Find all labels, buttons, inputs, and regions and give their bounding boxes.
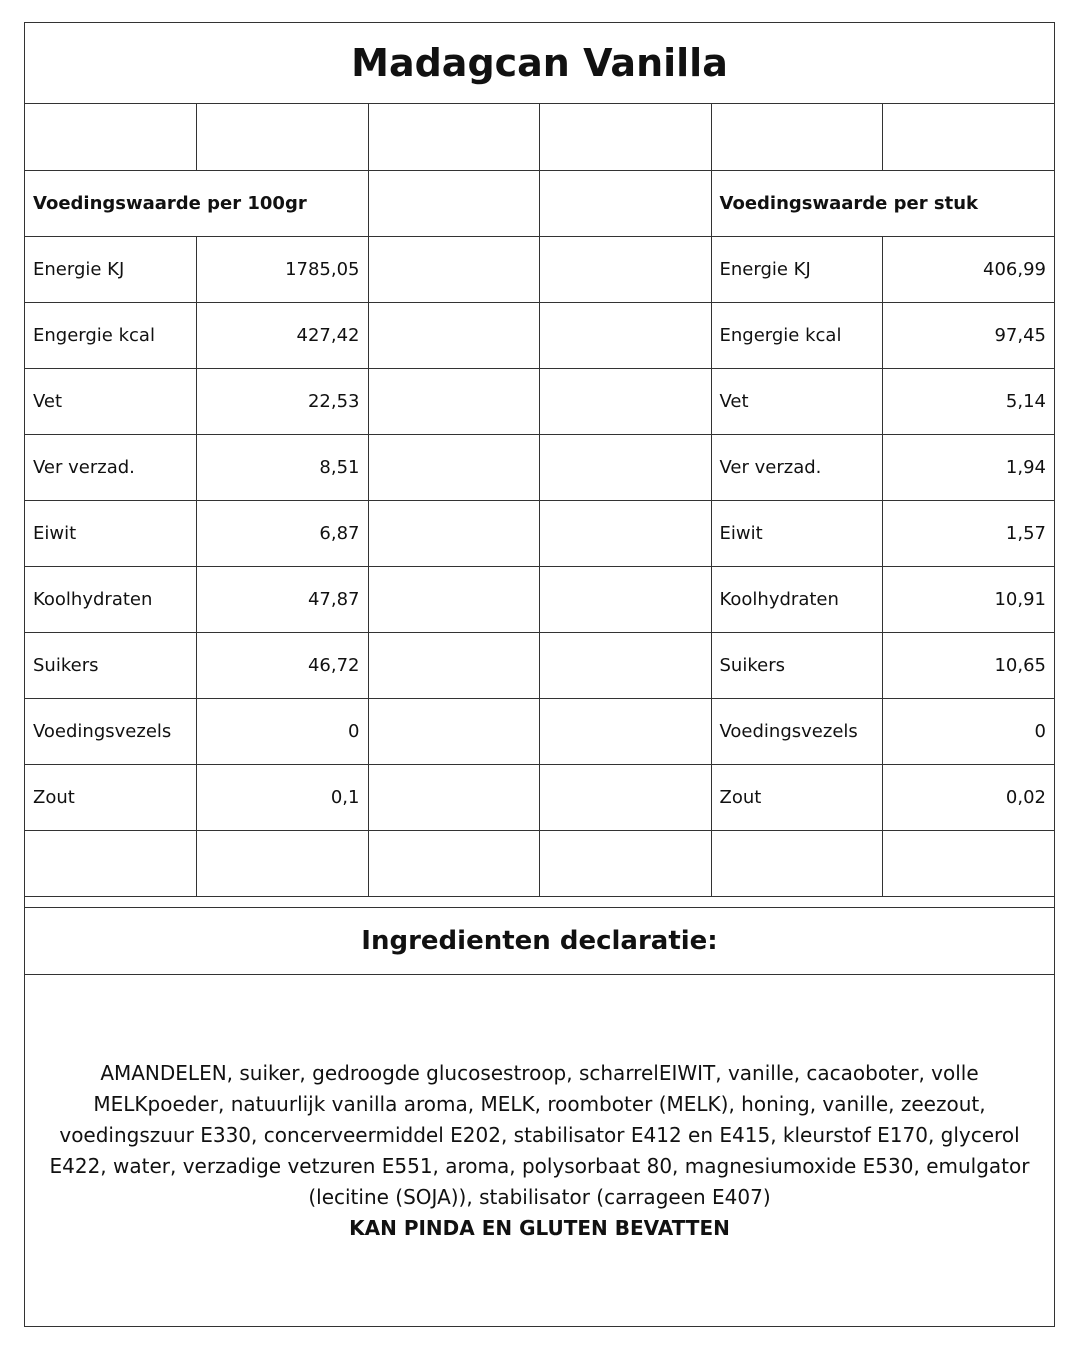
empty-cell xyxy=(368,632,540,698)
empty-cell xyxy=(540,500,712,566)
nutrient-value-100: 427,42 xyxy=(197,302,369,368)
nutrient-row xyxy=(25,698,1054,764)
nutrition-label xyxy=(24,22,1055,1327)
nutrient-value-piece: 406,99 xyxy=(883,236,1055,302)
nutrient-value-piece: 10,65 xyxy=(883,632,1055,698)
nutrient-row xyxy=(25,434,1054,500)
header-row xyxy=(25,170,1054,236)
empty-cell xyxy=(540,368,712,434)
nutrient-label-piece: Suikers xyxy=(711,632,883,698)
nutrient-label-piece: Energie KJ xyxy=(711,236,883,302)
empty-row xyxy=(25,830,1054,896)
empty-cell xyxy=(368,566,540,632)
nutrient-value-100: 1785,05 xyxy=(197,236,369,302)
nutrient-label-100: Eiwit xyxy=(25,500,197,566)
nutrient-value-piece: 10,91 xyxy=(883,566,1055,632)
nutrition-table xyxy=(25,104,1054,897)
empty-cell xyxy=(368,434,540,500)
nutrient-value-100: 47,87 xyxy=(197,566,369,632)
empty-cell xyxy=(368,500,540,566)
nutrient-label-piece: Engergie kcal xyxy=(711,302,883,368)
nutrient-label-100: Zout xyxy=(25,764,197,830)
empty-cell xyxy=(540,698,712,764)
empty-cell xyxy=(540,632,712,698)
nutrient-value-piece: 1,57 xyxy=(883,500,1055,566)
empty-cell xyxy=(368,764,540,830)
nutrient-value-100: 0 xyxy=(197,698,369,764)
nutrient-value-100: 6,87 xyxy=(197,500,369,566)
empty-cell xyxy=(540,566,712,632)
nutrient-label-100: Engergie kcal xyxy=(25,302,197,368)
nutrient-value-100: 22,53 xyxy=(197,368,369,434)
ingredients-section xyxy=(25,975,1054,1326)
nutrient-label-100: Ver verzad. xyxy=(25,434,197,500)
nutrient-value-piece: 0,02 xyxy=(883,764,1055,830)
nutrient-value-piece: 1,94 xyxy=(883,434,1055,500)
empty-cell xyxy=(368,698,540,764)
empty-cell xyxy=(368,302,540,368)
nutrient-label-piece: Zout xyxy=(711,764,883,830)
nutrient-row xyxy=(25,764,1054,830)
nutrient-value-100: 0,1 xyxy=(197,764,369,830)
empty-cell xyxy=(368,368,540,434)
empty-cell xyxy=(368,236,540,302)
empty-cell xyxy=(540,434,712,500)
empty-cell xyxy=(540,302,712,368)
nutrient-row xyxy=(25,302,1054,368)
nutrient-label-piece: Koolhydraten xyxy=(711,566,883,632)
nutrient-value-piece: 5,14 xyxy=(883,368,1055,434)
nutrient-value-100: 8,51 xyxy=(197,434,369,500)
nutrient-label-piece: Ver verzad. xyxy=(711,434,883,500)
nutrient-label-100: Suikers xyxy=(25,632,197,698)
perpiece-header: Voedingswaarde per stuk xyxy=(711,170,1054,236)
nutrient-row xyxy=(25,368,1054,434)
nutrient-value-piece: 0 xyxy=(883,698,1055,764)
nutrient-value-piece: 97,45 xyxy=(883,302,1055,368)
nutrient-label-piece: Voedingsvezels xyxy=(711,698,883,764)
nutrient-label-piece: Eiwit xyxy=(711,500,883,566)
product-title: Madagcan Vanilla xyxy=(25,23,1054,104)
nutrient-label-100: Koolhydraten xyxy=(25,566,197,632)
nutrient-row xyxy=(25,566,1054,632)
nutrient-row xyxy=(25,236,1054,302)
nutrient-label-piece: Vet xyxy=(711,368,883,434)
nutrient-row xyxy=(25,632,1054,698)
empty-cell xyxy=(540,764,712,830)
empty-cell xyxy=(540,236,712,302)
nutrient-label-100: Energie KJ xyxy=(25,236,197,302)
nutrient-row xyxy=(25,500,1054,566)
nutrient-value-100: 46,72 xyxy=(197,632,369,698)
ingredients-title: Ingredienten declaratie: xyxy=(25,907,1054,975)
empty-row xyxy=(25,104,1054,170)
per100-header: Voedingswaarde per 100gr xyxy=(25,170,368,236)
nutrient-label-100: Voedingsvezels xyxy=(25,698,197,764)
allergen-warning: KAN PINDA EN GLUTEN BEVATTEN xyxy=(349,1215,730,1240)
nutrient-label-100: Vet xyxy=(25,368,197,434)
ingredients-text: AMANDELEN, suiker, gedroogde glucosestroop, scharrelEIWIT, vanille, cacaoboter, volle MELKpoeder, natuurlijk vanilla aroma, MELK, roomboter (MELK), honing, vanille, zeezout, voedingszuur E330, concerveermiddel E202, stabilisator E412 en E415, kleurstof E170, glycerol E422, water, verzadige vetzuren E551, aroma, polysorbaat 80, magnesiumoxide E530, emulgator (lecitine (SOJA)), stabilisator (carrageen E407) xyxy=(49,1060,1030,1209)
